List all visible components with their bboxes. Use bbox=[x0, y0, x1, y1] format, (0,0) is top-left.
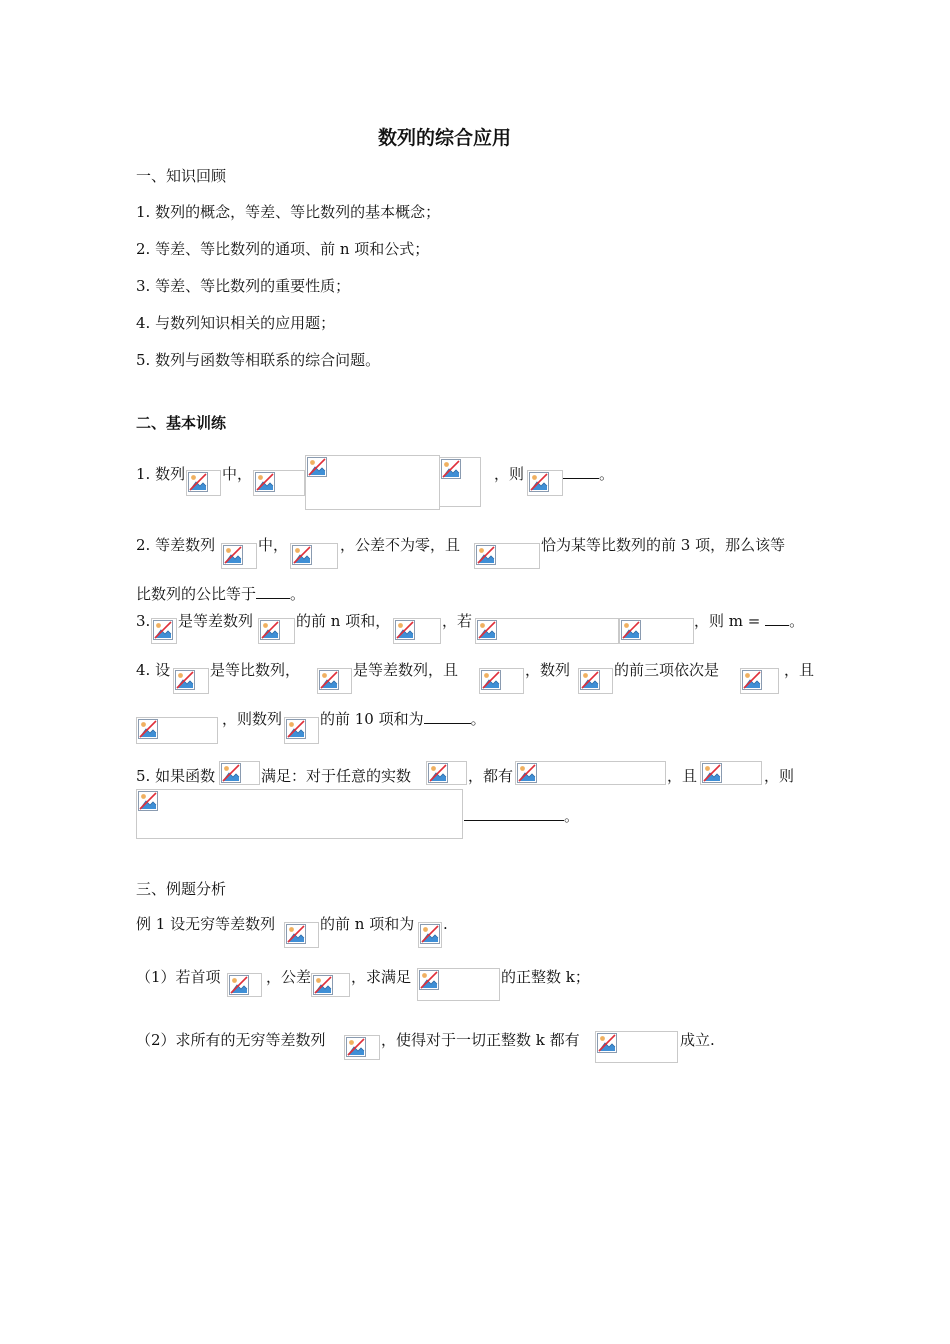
broken-image-icon bbox=[529, 472, 549, 492]
formula-image bbox=[393, 618, 441, 644]
formula-image bbox=[418, 922, 442, 948]
formula-image bbox=[426, 761, 467, 785]
q3-text-d: ，若 bbox=[442, 612, 473, 630]
q4-text-d: ，数列 bbox=[525, 661, 571, 679]
formula-image bbox=[475, 618, 619, 644]
q5-text-c: ，都有 bbox=[468, 767, 514, 785]
section-heading-training: 二、基本训练 bbox=[136, 414, 227, 432]
formula-image bbox=[311, 973, 350, 997]
formula-image bbox=[527, 470, 563, 496]
section-heading-examples: 三、例题分析 bbox=[136, 880, 227, 898]
formula-image bbox=[219, 761, 260, 785]
formula-image bbox=[136, 789, 463, 839]
broken-image-icon bbox=[477, 620, 497, 640]
formula-image bbox=[136, 717, 218, 744]
formula-image bbox=[221, 543, 257, 569]
broken-image-icon bbox=[260, 620, 280, 640]
q5-text-f: 。 bbox=[564, 807, 580, 825]
q3-text-b: 是等差数列 bbox=[178, 612, 254, 630]
review-item-2: 2. 等差、等比数列的通项、前 n 项和公式； bbox=[136, 240, 430, 258]
broken-image-icon bbox=[481, 670, 501, 690]
q2-text-e: 比数列的公比等于 bbox=[136, 585, 257, 603]
q1-text-d: 。 bbox=[599, 465, 615, 483]
part1-text-b: ，公差 bbox=[266, 968, 312, 986]
formula-image bbox=[619, 618, 694, 644]
q4-text-g: ，则数列 bbox=[222, 710, 283, 728]
formula-image bbox=[290, 543, 338, 569]
broken-image-icon bbox=[153, 620, 173, 640]
formula-image bbox=[253, 470, 305, 496]
q4-text-b: 是等比数列， bbox=[210, 661, 301, 679]
broken-image-icon bbox=[307, 457, 327, 477]
review-item-4: 4. 与数列知识相关的应用题； bbox=[136, 314, 336, 332]
part2-text-b: ，使得对于一切正整数 k 都有 bbox=[381, 1031, 580, 1049]
broken-image-icon bbox=[138, 791, 158, 811]
broken-image-icon bbox=[292, 545, 312, 565]
formula-image bbox=[595, 1031, 678, 1063]
broken-image-icon bbox=[580, 670, 600, 690]
formula-image bbox=[173, 668, 209, 694]
q3-text-f: 。 bbox=[789, 612, 805, 630]
formula-image bbox=[227, 973, 262, 997]
part1-text-d: 的正整数 k； bbox=[501, 968, 590, 986]
formula-image bbox=[740, 668, 779, 694]
broken-image-icon bbox=[286, 924, 306, 944]
formula-image bbox=[474, 543, 540, 569]
q4-text-h: 的前 10 项和为 bbox=[320, 710, 424, 728]
broken-image-icon bbox=[428, 763, 448, 783]
ex1-text-b: 的前 n 项和为 bbox=[320, 915, 415, 933]
answer-blank bbox=[765, 611, 789, 626]
q2-text-f: 。 bbox=[290, 585, 306, 603]
broken-image-icon bbox=[346, 1037, 366, 1057]
answer-blank bbox=[256, 584, 290, 599]
formula-image bbox=[284, 922, 319, 948]
section-heading-review: 一、知识回顾 bbox=[136, 167, 227, 185]
q2-text-a: 2. 等差数列 bbox=[136, 536, 216, 554]
broken-image-icon bbox=[175, 670, 195, 690]
q3-text-e: ，则 m = bbox=[694, 612, 761, 630]
q5-text-e: ，则 bbox=[764, 767, 795, 785]
broken-image-icon bbox=[419, 970, 439, 990]
formula-image bbox=[417, 968, 500, 1001]
formula-image bbox=[515, 761, 666, 785]
q4-text-i: 。 bbox=[470, 710, 486, 728]
formula-image bbox=[578, 668, 613, 694]
broken-image-icon bbox=[286, 719, 306, 739]
page-title: 数列的综合应用 bbox=[378, 127, 512, 149]
broken-image-icon bbox=[702, 763, 722, 783]
ex1-text-c: . bbox=[443, 915, 448, 933]
ex1-text-a: 例 1 设无穷等差数列 bbox=[136, 915, 276, 933]
q5-text-b: 满足：对于任意的实数 bbox=[261, 767, 412, 785]
q3-text-a: 3. bbox=[136, 612, 151, 630]
part1-text-a: （1）若首项 bbox=[136, 968, 221, 986]
q4-text-a: 4. 设 bbox=[136, 661, 171, 679]
part1-text-c: ，求满足 bbox=[351, 968, 412, 986]
broken-image-icon bbox=[517, 763, 537, 783]
formula-image bbox=[344, 1035, 380, 1060]
q2-text-d: 恰为某等比数列的前 3 项，那么该等 bbox=[541, 536, 786, 554]
formula-image bbox=[151, 618, 177, 644]
q5-text-d: ，且 bbox=[667, 767, 698, 785]
review-item-5: 5. 数列与函数等相联系的综合问题。 bbox=[136, 351, 381, 369]
broken-image-icon bbox=[441, 459, 461, 479]
q4-text-c: 是等差数列，且 bbox=[353, 661, 459, 679]
formula-image bbox=[479, 668, 524, 694]
formula-image bbox=[186, 470, 221, 496]
broken-image-icon bbox=[395, 620, 415, 640]
q4-text-f: ，且 bbox=[784, 661, 815, 679]
q3-text-c: 的前 n 项和， bbox=[296, 612, 391, 630]
q1-text-b: 中， bbox=[222, 465, 253, 483]
broken-image-icon bbox=[420, 924, 440, 944]
q2-text-c: ，公差不为零，且 bbox=[340, 536, 461, 554]
formula-image bbox=[700, 761, 762, 785]
formula-image bbox=[284, 717, 319, 744]
q4-text-e: 的前三项依次是 bbox=[614, 661, 720, 679]
answer-blank bbox=[464, 806, 564, 821]
part2-text-a: （2）求所有的无穷等差数列 bbox=[136, 1031, 326, 1049]
answer-blank bbox=[563, 464, 599, 479]
formula-image bbox=[317, 668, 352, 694]
broken-image-icon bbox=[742, 670, 762, 690]
broken-image-icon bbox=[319, 670, 339, 690]
formula-image bbox=[258, 618, 295, 644]
broken-image-icon bbox=[229, 975, 249, 995]
broken-image-icon bbox=[476, 545, 496, 565]
broken-image-icon bbox=[138, 719, 158, 739]
part2-text-c: 成立. bbox=[680, 1031, 715, 1049]
broken-image-icon bbox=[597, 1033, 617, 1053]
answer-blank bbox=[424, 709, 471, 724]
broken-image-icon bbox=[255, 472, 275, 492]
broken-image-icon bbox=[188, 472, 208, 492]
broken-image-icon bbox=[621, 620, 641, 640]
review-item-3: 3. 等差、等比数列的重要性质； bbox=[136, 277, 351, 295]
q2-text-b: 中， bbox=[258, 536, 289, 554]
formula-image bbox=[305, 455, 440, 510]
review-item-1: 1. 数列的概念，等差、等比数列的基本概念； bbox=[136, 203, 441, 221]
broken-image-icon bbox=[221, 763, 241, 783]
formula-image bbox=[439, 457, 481, 507]
q1-text-a: 1. 数列 bbox=[136, 465, 186, 483]
broken-image-icon bbox=[313, 975, 333, 995]
broken-image-icon bbox=[223, 545, 243, 565]
q1-text-c: ，则 bbox=[494, 465, 525, 483]
q5-text-a: 5. 如果函数 bbox=[136, 767, 216, 785]
